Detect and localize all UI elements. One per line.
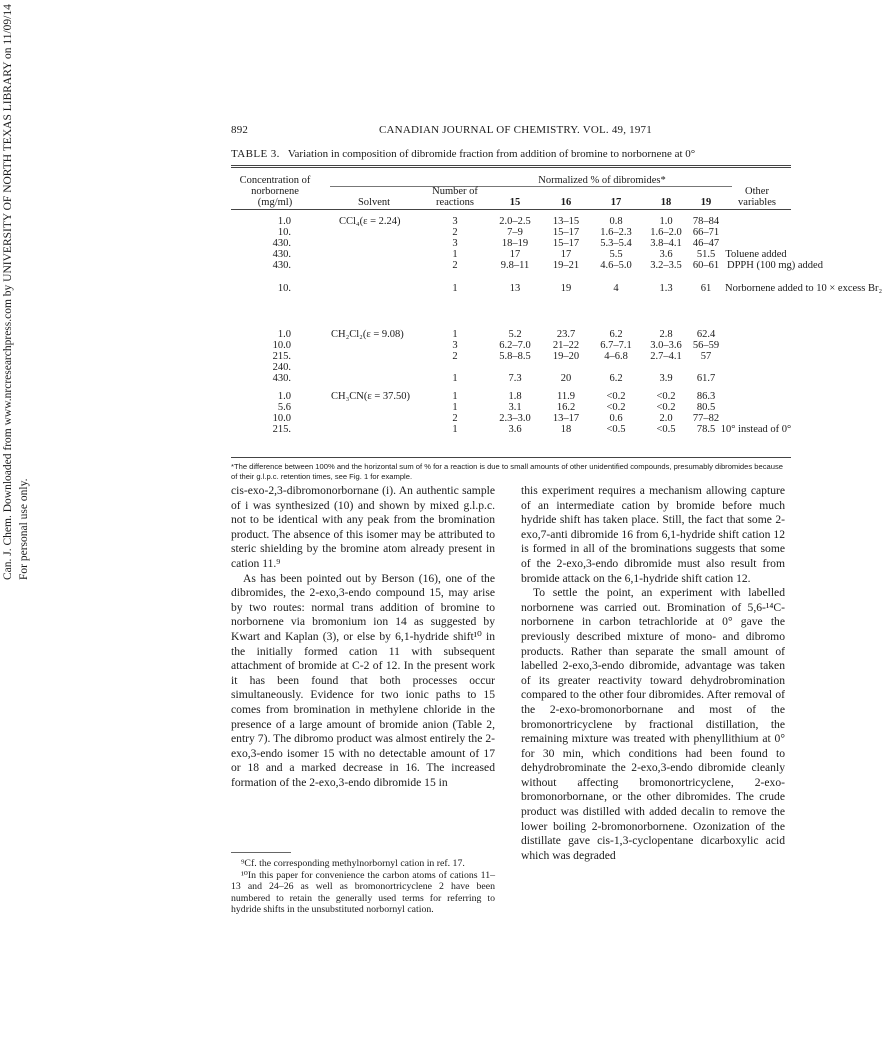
right-column [521,484,785,863]
dibromide-table: Concentration of norbornene (mg/ml) Solvent Number of reactions Normalized % of dibromides* 15 16 17 18 19 Other variables 1.0 CCl₄(ε = 2.24) 3 2.0–2.5 13–15 0.8 1.0 78–84 10. 2 7–9 15–17 1.6–2.3 1.6–2.0 66–71 430. 3 18–19 15–17 5.3–5.4 3.8–4.1 46–47 430. 1 17 17 5.5 3.6 51.5 Toluene added 430. 2 9.8–11 19–21 4.6–5.0 3.2–3.5 60–61 DPPH (100 mg) added 10. 1 13 19 4 1.3 61 Norbornene added to 10 × excess Br₂ 1.0 CH₂Cl₂(ε = 9.08) 1 5.2 23.7 6.2 2.8 62.4 10.0 3 6.2–7.0 21–22 6.7–7.1 3.0–3.6 56–59 215. 2 5.8–8.5 19–20 4–6.8 2.7–4.1 57 240. 430. 1 7.3 20 6.2 3.9 61.7 1.0 CH₃CN(ε = 37.50) 1 1.8 11.9 <0.2 <0.2 86.3 5.6 1 3.1 16.2 <0.2 <0.2 80.5 10.0 2 2.3–3.0 13–17 0.6 2.0 77–82 215. 1 3.6 18 <0.5 <0.5 78.5 10° instead of 0° [231,168,791,458]
header-solvent: Solvent [357,197,391,208]
header-compound-17: 17 [610,197,622,208]
page-number: 892 [231,124,249,136]
header-compound-19: 19 [700,197,712,208]
header-compound-18: 18 [660,197,672,208]
header-reactions: Number of reactions [432,186,478,208]
header-compound-16: 16 [560,197,572,208]
footnote-rule [231,852,291,853]
table-caption [231,148,791,160]
table-label: TABLE 3. [231,148,280,160]
table-top-rule [231,165,791,166]
header-normalized: Normalized % of dibromides* [538,175,666,186]
footnote-10: ¹⁰In this paper for convenience the carbon atoms of cations 11–13 and 24–26 as well as bromonortricyclene 2 have been numbered to retain the generally used terms for referring to hydride shifts in the unsubstituted norbornyl cation. [231,870,495,915]
header-concentration: Concentration of norbornene (mg/ml) [239,175,311,208]
download-watermark [2,4,32,580]
right-paragraph-1: this experiment requires a mechanism allowing capture of an intermediate cation by bromide before much hydride shift has taken place. Still, the fact that some 2-exo,7-anti dibromide 16 from 6,1-hydride shift cation 12 is formed in all of the brominations suggests that some of the 2-exo,3-endo dibromide must also result from bromide attack on the 6,1-hydride shift cation 12. [521,484,785,585]
table-footnote: *The difference between 100% and the horizontal sum of % for a reaction is due to small amounts of other unidentified compounds, presumably dibromides because of their g.l.p.c. retention times, see Fig. 1 for example. [231,462,783,481]
left-column [231,484,495,790]
footnote-9: ⁹Cf. the corresponding methylnorbornyl cation in ref. 17. [241,858,465,869]
watermark-line-2: For personal use only. [18,478,30,580]
watermark-line-1: Can. J. Chem. Downloaded from www.nrcresearchpress.com by UNIVERSITY OF NORTH TEXAS LIBRARY on 11/09/14 [2,4,14,580]
header-other-variables: Other variables [738,186,776,208]
header-compound-15: 15 [509,197,521,208]
left-paragraph-1: cis-exo-2,3-dibromonorbornane (i). An authentic sample of i was synthesized (10) and shown by mixed g.l.p.c. not to be identical with any peak from the bromination product. The absence of this isomer may be attributed to steric shielding by the bromine atom already present in cation 11.⁹ [231,484,495,570]
journal-title: CANADIAN JOURNAL OF CHEMISTRY. VOL. 49, 1971 [379,124,652,136]
table-caption-text: Variation in composition of dibromide fraction from addition of bromine to norbornene at 0° [287,148,696,160]
running-head [231,124,788,138]
right-paragraph-2: To settle the point, an experiment with labelled norbornene was carried out. Bromination of 5,6-¹⁴C-norbornene in carbon tetrachloride at 0° gave the previously described mixture of mono- and dibromo products. Rather than separate the small amount of labelled 2-exo,3-endo dibromide, advantage was taken of its greater reactivity toward dehydrobromination compared to the other four dibromides. After removal of the 2-exo-bromonorbornane and most of the bromonortricyclene by fractional distillation, the remaining mixture was treated with phenyllithium at 0° for 30 min, which conditions had been found to dehydrobrominate the 2-exo,3-endo dibromide cleanly without affecting bromonortricyclene, 2-exo-bromonorbornane, or the other dibromides. The crude product was distilled with added decalin to remove the lower boiling 2-bromonorbornene. Ozonization of the distillate gave cis-1,3-cyclopentane dicarboxylic acid which was degraded [521,586,785,862]
left-paragraph-2: As has been pointed out by Berson (16), one of the dibromides, the 2-exo,3-endo compound 15, may arise by two routes: normal trans addition of bromine to norbornene via bromonium ion 14 as suggested by Kwart and Kaplan (3), or else by 6,1-hydride shift¹⁰ in the initially formed cation 11 with subsequent attachment of bromide at C-2 of 12. In the present work it has been found that both processes occur simultaneously. Evidence for two ionic paths to 15 comes from bromination in methylene chloride in the presence of a large amount of bromide anion (Table 2, entry 7). The dibromo product was almost entirely the 2-exo,3-endo isomer 15 with no detectable amount of 17 or 18 and a marked decrease in 16. The increased formation of the 2-exo,3-endo dibromide 15 in [231,571,495,789]
footnotes [231,858,495,916]
